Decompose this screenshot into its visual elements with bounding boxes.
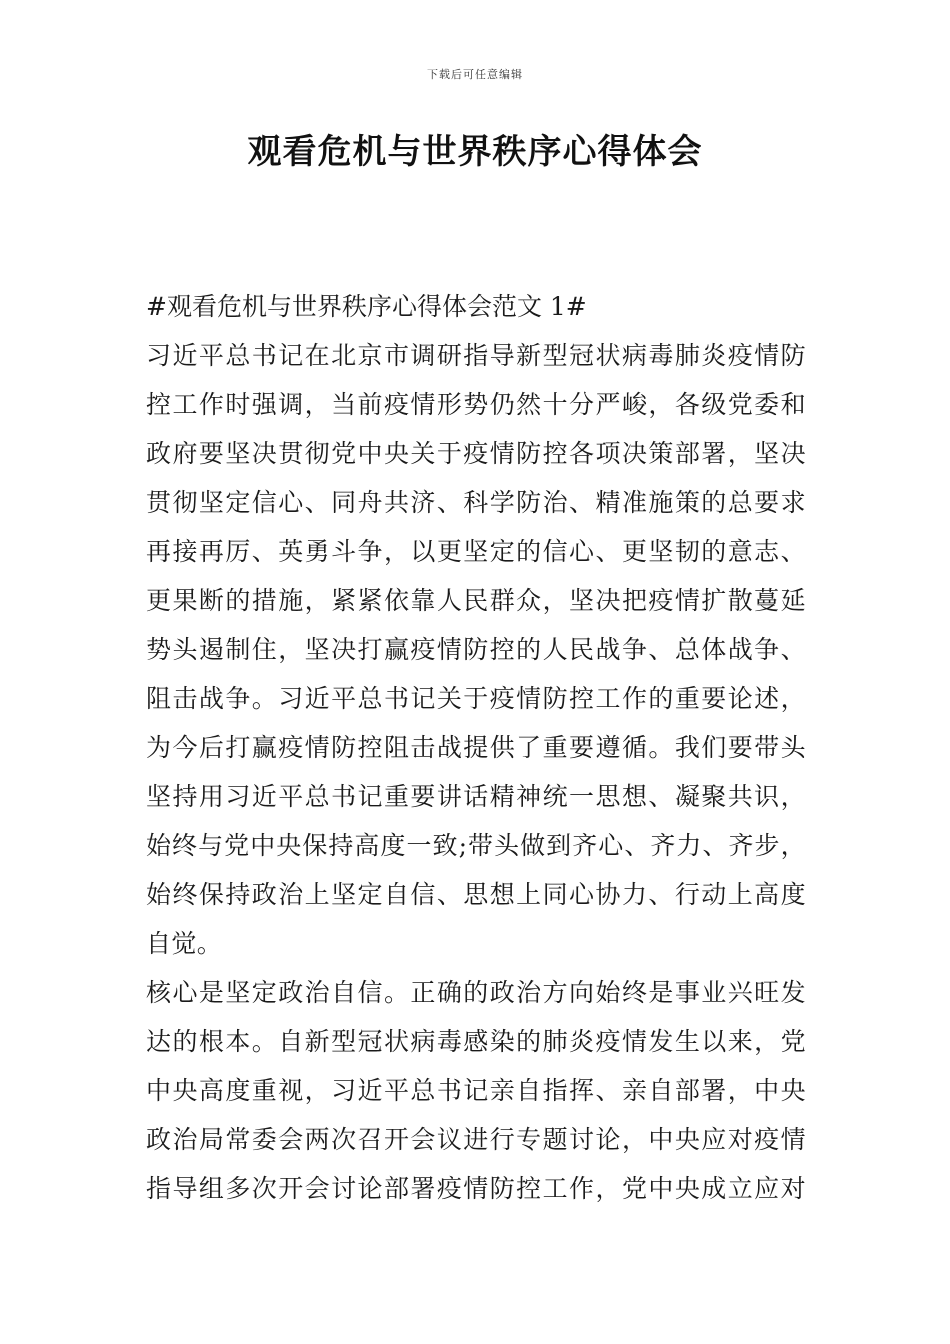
text-line: 为今后打赢疫情防控阻击战提供了重要遵循。我们要带头 [146, 733, 806, 762]
text-line: 政府要坚决贯彻党中央关于疫情防控各项决策部署，坚决 [146, 439, 806, 468]
text-line: 更果断的措施，紧紧依靠人民群众，坚决把疫情扩散蔓延 [146, 586, 806, 615]
text-line: 政治局常委会两次召开会议进行专题讨论，中央应对疫情 [146, 1125, 806, 1154]
text-line: 核心是坚定政治自信。正确的政治方向始终是事业兴旺发 [146, 978, 806, 1007]
text-line: 指导组多次开会讨论部署疫情防控工作，党中央成立应对 [146, 1174, 806, 1203]
text-line: 始终与党中央保持高度一致;带头做到齐心、齐力、齐步， [146, 831, 806, 860]
text-line: 习近平总书记在北京市调研指导新型冠状病毒肺炎疫情防 [146, 341, 806, 370]
header-note: 下载后可任意编辑 [427, 68, 523, 81]
text-line: 始终保持政治上坚定自信、思想上同心协力、行动上高度 [146, 880, 806, 909]
text-line: 达的根本。自新型冠状病毒感染的肺炎疫情发生以来，党 [146, 1027, 806, 1056]
text-line: 贯彻坚定信心、同舟共济、科学防治、精准施策的总要求 [146, 488, 806, 517]
text-line: 势头遏制住，坚决打赢疫情防控的人民战争、总体战争、 [146, 635, 806, 664]
document-body [146, 282, 806, 1213]
text-line: 再接再厉、英勇斗争，以更坚定的信心、更坚韧的意志、 [146, 537, 806, 566]
text-line: 阻击战争。习近平总书记关于疫情防控工作的重要论述， [146, 684, 806, 713]
text-line: 中央高度重视，习近平总书记亲自指挥、亲自部署，中央 [146, 1076, 806, 1105]
paragraph-2 [146, 968, 806, 1213]
text-line: 自觉。 [146, 929, 223, 958]
document-title: 观看危机与世界秩序心得体会 [247, 132, 703, 172]
text-line: 坚持用习近平总书记重要讲话精神统一思想、凝聚共识， [146, 782, 806, 811]
section-heading: #观看危机与世界秩序心得体会范文 1# [146, 292, 587, 321]
text-line: 控工作时强调，当前疫情形势仍然十分严峻，各级党委和 [146, 390, 806, 419]
paragraph-1 [146, 331, 806, 968]
